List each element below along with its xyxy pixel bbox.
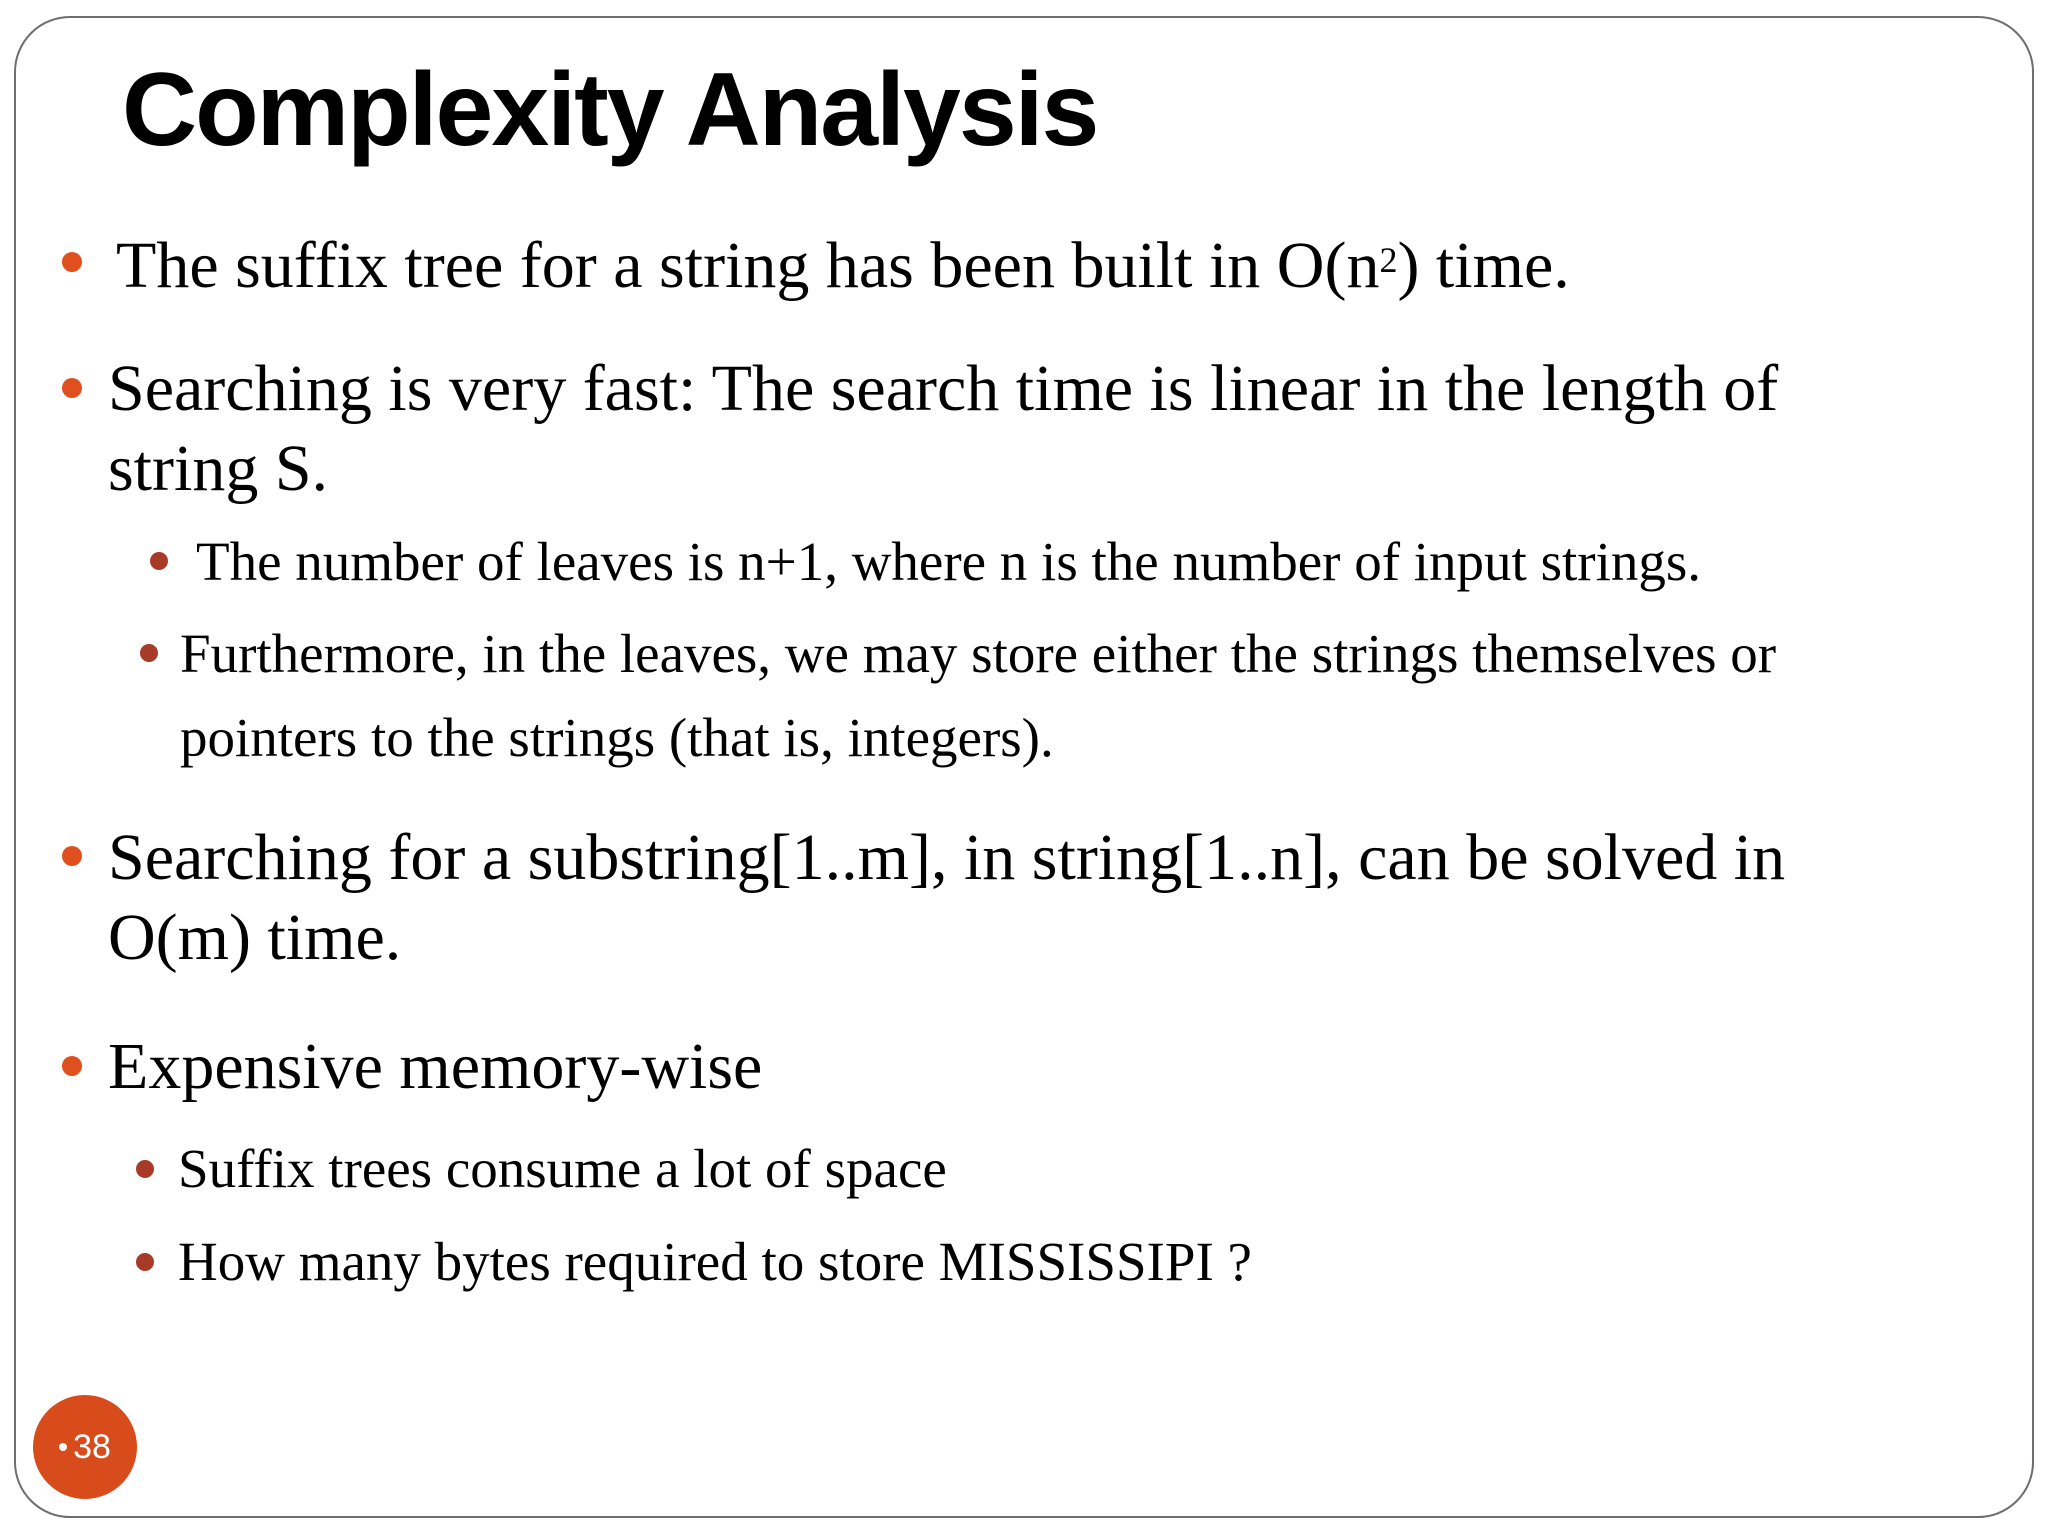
bullet-dot-icon (62, 252, 82, 272)
page-number: 38 (73, 1427, 111, 1466)
sub-bullet-2-2 (180, 612, 1776, 780)
bullet-3 (108, 818, 1785, 978)
bullet-3-line-1: Searching for a substring[1..m], in string[1..n], can be solved in (108, 821, 1786, 894)
sub-bullet-2-2-line-1: Furthermore, in the leaves, we may store either the strings themselves or (180, 623, 1777, 684)
bullet-2-line-1: Searching is very fast: The search time is linear in the length of (108, 352, 1779, 425)
page-number-badge (33, 1395, 137, 1499)
bullet-dot-icon (62, 1056, 82, 1076)
sub-bullet-2-1: The number of leaves is n+1, where n is the number of input strings. (196, 531, 1702, 592)
sub-bullet-dot-icon (136, 1253, 154, 1271)
bullet-4: Expensive memory-wise (108, 1030, 763, 1103)
sub-bullet-4-2: How many bytes required to store MISSISSIPI ? (178, 1231, 1252, 1292)
bullet-1-text: The suffix tree for a string has been built in O(n (116, 229, 1380, 302)
bullet-1-superscript: 2 (1379, 240, 1398, 280)
sub-bullet-dot-icon (150, 552, 168, 570)
slide-title: Complexity Analysis (122, 52, 1098, 168)
bullet-1-text-end: ) time. (1397, 229, 1570, 302)
bullet-3-line-2: O(m) time. (108, 901, 402, 974)
sub-bullet-dot-icon (140, 644, 158, 662)
bullet-2-line-2: string S. (108, 432, 329, 505)
bullet-2 (108, 349, 1778, 509)
bullet-dot-icon (62, 846, 82, 866)
sub-bullet-2-2-line-2: pointers to the strings (that is, integers). (180, 707, 1054, 768)
bullet-dot-icon (59, 1443, 67, 1451)
sub-bullet-4-1: Suffix trees consume a lot of space (178, 1138, 947, 1199)
bullet-dot-icon (62, 378, 82, 398)
sub-bullet-dot-icon (136, 1160, 154, 1178)
bullet-1 (116, 226, 1570, 306)
